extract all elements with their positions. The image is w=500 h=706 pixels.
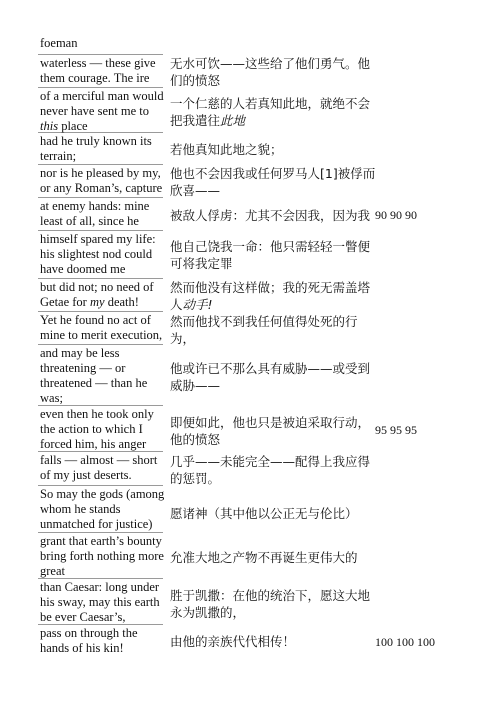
chinese-line: 他自己饶我一命：他只需轻轻一瞥便可将我定罪 [170, 239, 371, 271]
english-line: foeman [40, 36, 78, 50]
english-line: at enemy hands: mine least of all, since he [40, 199, 150, 228]
row-divider [38, 164, 163, 165]
english-line: falls — almost — short of my just deserts. [40, 453, 158, 482]
chinese-line: 愿诸神（其中他以公正无与伦比） [170, 506, 358, 521]
english-emphasis: this [40, 119, 59, 133]
row-divider [38, 87, 163, 88]
chinese-line: 允准大地之产物不再诞生更伟大的 [170, 550, 358, 565]
english-line: and may be less threatening — or threatened — than he was; [40, 346, 148, 405]
english-text: place [58, 119, 88, 133]
row-divider [38, 485, 163, 486]
chinese-line: 由他的亲族代代相传！ [170, 634, 296, 649]
row-divider [38, 344, 163, 345]
english-line: grant that earth’s bounty bring forth nothing more great [40, 534, 164, 578]
chinese-line: 他也不会因我或任何罗马人[1]被俘而欣喜—— [170, 166, 376, 198]
chinese-line: 若他真知此地之貌； [170, 142, 283, 157]
row-divider [38, 54, 163, 55]
row-divider [38, 532, 163, 533]
english-line [40, 89, 168, 134]
english-line: Yet he found no act of mine to merit execution, [40, 313, 163, 342]
chinese-emphasis: 此地 [220, 113, 246, 128]
row-divider [38, 311, 163, 312]
row-divider [38, 197, 163, 198]
chinese-line [170, 279, 380, 313]
english-line: So may the gods (among whom he stands unmatched for justice) [40, 487, 165, 531]
chinese-line: 被敌人俘虏：尤其不会因我，因为我 [170, 208, 371, 223]
english-line [40, 280, 168, 310]
chinese-line: 几乎——未能完全——配得上我应得的惩罚。 [170, 454, 371, 486]
english-line: had he truly known its terrain; [40, 134, 152, 163]
english-line: pass on through the hands of his kin! [40, 626, 138, 655]
chinese-text: 一个仁慈的人若真知此地，就绝不会把我遣往 [170, 96, 371, 128]
english-text: of a merciful man would never have sent me to [40, 89, 164, 118]
chinese-line: 即便如此，他也只是被迫采取行动，他的愤怒 [170, 415, 371, 447]
line-number: 95 95 95 [375, 423, 417, 437]
line-number: 90 90 90 [375, 208, 417, 222]
english-line: even then he took only the action to which I forced him, his anger [40, 407, 154, 451]
chinese-emphasis: 动手! [182, 297, 213, 312]
english-line: waterless — these give them courage. The ire [40, 56, 156, 85]
chinese-line: 然而他找不到我任何值得处死的行为， [170, 314, 358, 346]
english-emphasis: my [89, 295, 105, 309]
line-number: 100 100 100 [375, 635, 435, 649]
chinese-text: 然而他没有这样做；我的死无需盖塔人 [170, 280, 371, 312]
english-text: but did not; no need of Getae for [40, 280, 154, 309]
chinese-line: 无水可饮——这些给了他们勇气。他们的愤怒 [170, 56, 371, 88]
english-line: himself spared my life: his slightest nod could have doomed me [40, 232, 156, 276]
chinese-line [170, 95, 380, 129]
english-line: nor is he pleased by my, or any Roman’s, capture [40, 166, 163, 195]
chinese-line: 他或许已不那么具有威胁——或受到威胁—— [170, 361, 371, 393]
chinese-line: 胜于凯撒：在他的统治下，愿这大地永为凯撒的， [170, 588, 371, 620]
row-divider [38, 278, 163, 279]
english-text: death! [104, 295, 139, 309]
row-divider [38, 230, 163, 231]
english-line: than Caesar: long under his sway, may this earth be ever Caesar’s, [40, 580, 160, 624]
